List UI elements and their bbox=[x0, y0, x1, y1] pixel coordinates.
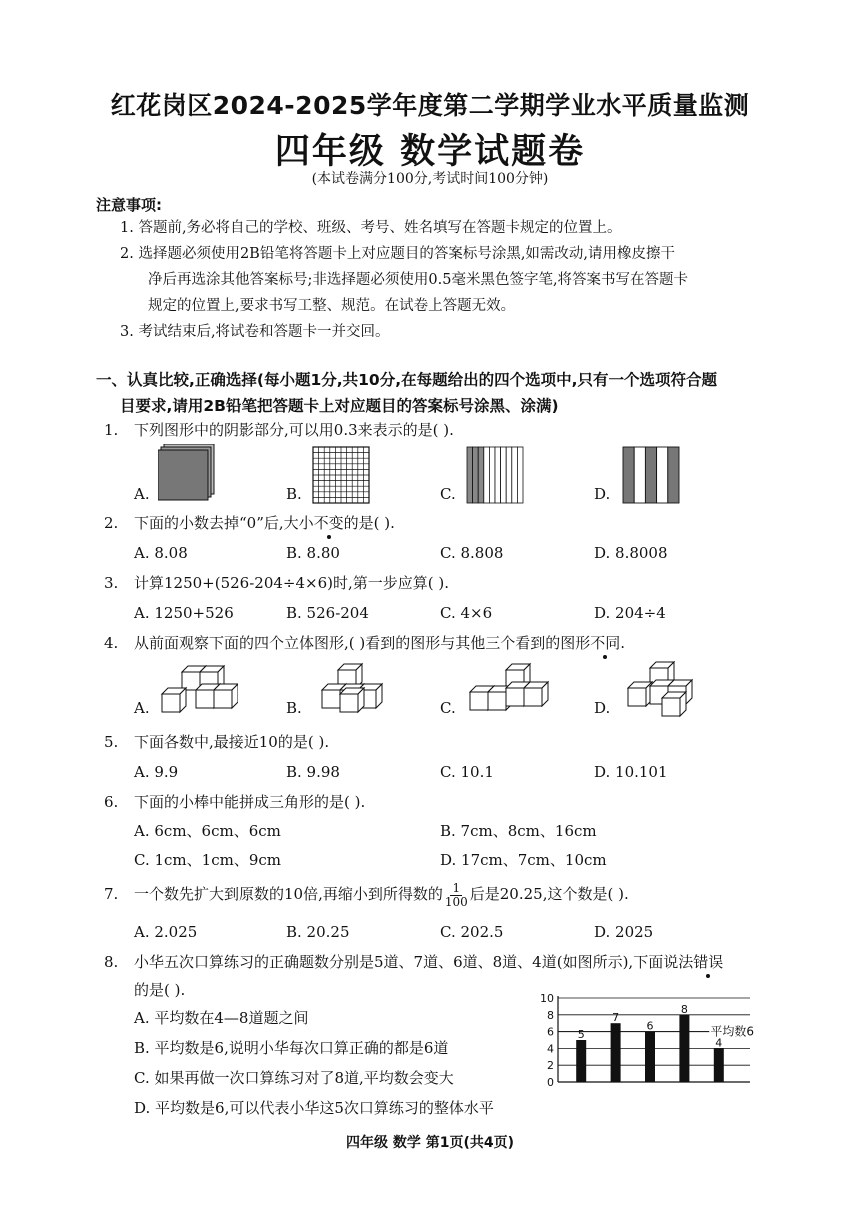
bar-value-label: 7 bbox=[612, 1011, 620, 1025]
question-number: 7. bbox=[104, 885, 119, 903]
strip bbox=[495, 447, 501, 503]
paper-title: 四年级 数学试题卷 bbox=[274, 131, 586, 172]
option-a: A. 9.9 bbox=[134, 763, 179, 781]
strip bbox=[473, 447, 479, 503]
section-1-heading-cont: 目要求,请用2B铅笔把答题卡上对应题目的答案标号涂黑、涂满) bbox=[120, 397, 559, 415]
strip bbox=[517, 447, 523, 503]
question-2-text: 下面的小数去掉“0”后,大小不变的是( ). bbox=[134, 514, 395, 532]
option-label: A. bbox=[134, 699, 150, 717]
strip bbox=[668, 447, 679, 503]
exam-title: 红花岗区2024-2025学年度第二学期学业水平质量监测 bbox=[110, 91, 750, 120]
bar bbox=[576, 1040, 586, 1082]
question-number: 4. bbox=[104, 634, 119, 652]
question-7-text: 一个数先扩大到原数的10倍,再缩小到所得数的 $\frac{1}{100}$ 后是20.25,这个数是( ). bbox=[134, 880, 629, 909]
question-number: 5. bbox=[104, 733, 119, 751]
strip bbox=[657, 447, 668, 503]
option-label: B. bbox=[286, 699, 302, 717]
question-3-text: 计算1250+(526-204÷4×6)时,第一步应算( ). bbox=[134, 574, 450, 592]
strip bbox=[484, 447, 490, 503]
question-1-text: 下列图形中的阴影部分,可以用0.3来表示的是( ). bbox=[134, 421, 454, 439]
option-d: D. 平均数是6,可以代表小华这5次口算练习的整体水平 bbox=[134, 1099, 494, 1117]
cube-front bbox=[488, 692, 506, 710]
cube-figure-c bbox=[464, 660, 554, 722]
notice-heading: 注意事项: bbox=[96, 196, 162, 214]
option-a: A. 6cm、6cm、6cm bbox=[134, 822, 281, 840]
cube-figure-b bbox=[314, 660, 394, 722]
option-c: C. 10.1 bbox=[440, 763, 494, 781]
option-label: C. bbox=[440, 485, 456, 503]
question-number: 6. bbox=[104, 793, 119, 811]
y-tick-label: 10 bbox=[540, 992, 554, 1005]
y-tick-label: 2 bbox=[547, 1059, 554, 1073]
strip bbox=[512, 447, 518, 503]
option-b: B. 20.25 bbox=[286, 923, 350, 941]
option-label: C. bbox=[440, 699, 456, 717]
strip bbox=[645, 447, 656, 503]
figure-a-shaded-square bbox=[158, 444, 218, 504]
cube-figure-a bbox=[158, 660, 238, 722]
option-c: C. 8.808 bbox=[440, 544, 504, 562]
option-d: D. 204÷4 bbox=[594, 604, 666, 622]
option-d: D. 2025 bbox=[594, 923, 654, 941]
option-b: B. 9.98 bbox=[286, 763, 340, 781]
bar bbox=[714, 1048, 724, 1082]
exam-subtitle: (本试卷满分100分,考试时间100分钟) bbox=[311, 171, 549, 187]
figure-d-fifths-strips bbox=[620, 444, 682, 506]
question-number: 8. bbox=[104, 953, 119, 971]
bar-value-label: 8 bbox=[680, 1002, 688, 1016]
option-a: A. 平均数在4—8道题之间 bbox=[134, 1009, 309, 1027]
cube-figure-d bbox=[624, 660, 704, 722]
strip bbox=[489, 447, 495, 503]
question-5-text: 下面各数中,最接近10的是( ). bbox=[134, 733, 330, 751]
bar bbox=[645, 1032, 655, 1082]
strip bbox=[478, 447, 484, 503]
option-b: B. 7cm、8cm、16cm bbox=[440, 822, 597, 840]
option-c: C. 4×6 bbox=[440, 604, 493, 622]
strip bbox=[623, 447, 634, 503]
cube-front bbox=[196, 690, 214, 708]
cube-front bbox=[662, 698, 680, 716]
question-4-text: 从前面观察下面的四个立体图形,( )看到的图形与其他三个看到的图形不同. bbox=[134, 634, 626, 652]
option-d: D. 17cm、7cm、10cm bbox=[440, 851, 607, 869]
bar-chart bbox=[536, 990, 758, 1094]
strip bbox=[501, 447, 507, 503]
option-c: C. 202.5 bbox=[440, 923, 504, 941]
option-label: D. bbox=[594, 699, 611, 717]
cube-front bbox=[322, 690, 340, 708]
question-6-text: 下面的小棒中能拼成三角形的是( ). bbox=[134, 793, 366, 811]
option-label: D. bbox=[594, 485, 611, 503]
page-footer: 四年级 数学 第1页(共4页) bbox=[345, 1135, 515, 1151]
bar-value-label: 6 bbox=[646, 1019, 654, 1033]
option-b: B. 526-204 bbox=[286, 604, 369, 622]
y-tick-label: 0 bbox=[547, 1076, 554, 1089]
option-label: A. bbox=[134, 485, 150, 503]
cube-front bbox=[340, 694, 358, 712]
cube-front bbox=[214, 690, 232, 708]
figure-b-hundred-grid bbox=[310, 444, 372, 506]
question-number: 1. bbox=[104, 421, 119, 439]
option-b: B. 平均数是6,说明小华每次口算正确的都是6道 bbox=[134, 1039, 449, 1057]
notice-item-3: 3. 考试结束后,将试卷和答题卡一并交回。 bbox=[120, 324, 390, 340]
y-tick-label: 8 bbox=[547, 1008, 554, 1022]
notice-item-1: 1. 答题前,务必将自己的学校、班级、考号、姓名填写在答题卡规定的位置上。 bbox=[120, 220, 622, 236]
question-8-text: 小华五次口算练习的正确题数分别是5道、7道、6道、8道、4道(如图所示),下面说法错误 bbox=[134, 953, 724, 971]
cube-front bbox=[162, 694, 180, 712]
cube-front bbox=[524, 688, 542, 706]
strip bbox=[506, 447, 512, 503]
section-1-heading: 一、认真比较,正确选择(每小题1分,共10分,在每题给出的四个选项中,只有一个选项符合题 bbox=[96, 371, 717, 389]
cube-front bbox=[470, 692, 488, 710]
average-line-label: 平均数6 bbox=[710, 1024, 754, 1039]
bar bbox=[679, 1015, 689, 1082]
option-label: B. bbox=[286, 485, 302, 503]
notice-item-2: 2. 选择题必须使用2B铅笔将答题卡上对应题目的答案标号涂黑,如需改动,请用橡皮擦干 bbox=[120, 246, 676, 262]
option-a: A. 8.08 bbox=[134, 544, 188, 562]
notice-item-2-cont2: 规定的位置上,要求书写工整、规范。在试卷上答题无效。 bbox=[148, 298, 516, 314]
strip bbox=[467, 447, 473, 503]
cube-front bbox=[182, 672, 200, 690]
option-a: A. 2.025 bbox=[134, 923, 198, 941]
strip bbox=[634, 447, 645, 503]
option-c: C. 如果再做一次口算练习对了8道,平均数会变大 bbox=[134, 1069, 454, 1087]
y-tick-label: 6 bbox=[547, 1025, 554, 1039]
y-tick-label: 4 bbox=[547, 1042, 554, 1056]
figure-c-tenths-strips bbox=[464, 444, 526, 506]
fraction: $\frac{1}{100}$ bbox=[444, 880, 468, 909]
question-8-text-cont: 的是( ). bbox=[134, 981, 186, 999]
cube-front bbox=[628, 688, 646, 706]
notice-item-2-cont: 净后再选涂其他答案标号;非选择题必须使用0.5毫米黑色签字笔,将答案书写在答题卡 bbox=[148, 272, 689, 288]
bar-value-label: 5 bbox=[577, 1028, 585, 1041]
cube-front bbox=[506, 688, 524, 706]
option-a: A. 1250+526 bbox=[134, 604, 234, 622]
option-d: D. 10.101 bbox=[594, 763, 668, 781]
option-c: C. 1cm、1cm、9cm bbox=[134, 851, 281, 869]
option-b: B. 8.80 bbox=[286, 544, 340, 562]
option-d: D. 8.8008 bbox=[594, 544, 668, 562]
bar-value-label: 4 bbox=[715, 1036, 723, 1050]
question-number: 2. bbox=[104, 514, 119, 532]
question-number: 3. bbox=[104, 574, 119, 592]
